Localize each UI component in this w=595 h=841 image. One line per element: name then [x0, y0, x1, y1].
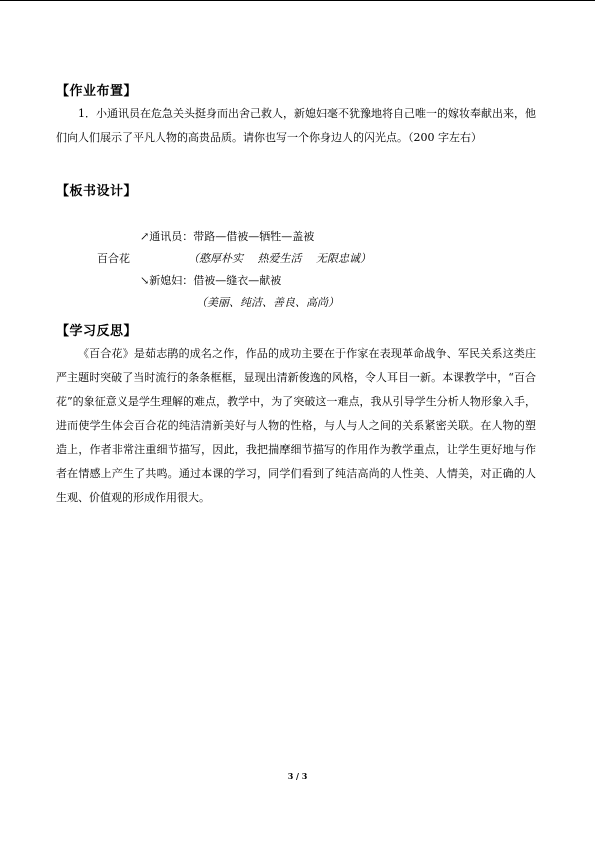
- reflection-heading: 【学习反思】: [56, 324, 138, 339]
- page-top-rule: [0, 0, 595, 1]
- board-line-messenger: ↗通讯员：带路—借被—牺牲—盖被: [140, 230, 315, 243]
- homework-text: 1．小通讯员在危急关头挺身而出舍己救人，新媳妇毫不犹豫地将自己唯一的嫁妆奉献出来，他们向人们展示了平凡人物的高贵品质。请你也写一个你身边人的闪光点。（200 字左右）: [56, 107, 536, 144]
- reflection-text: 《百合花》是茹志鹃的成名之作，作品的成功主要在于作家在表现革命战争、军民关系这类庄严主题时突破了当时流行的条条框框，显现出清新俊逸的风格，令人耳目一新。本课教学中，“百合花”的象征意义是学生理解的难点，教学中，为了突破这一难点，我从引导学生分析人物形象入手，进而使学生体会百合花的纯洁清新美好与人物的性格，与人与人之间的关系紧密关联。在人物的塑造上，作者非常注重细节描写，因此，我把揣摩细节描写的作用作为教学重点，让学生更好地与作者在情感上产生了共鸣。通过本课的学习，同学们看到了纯洁高尚的人性美、人情美，对正确的人生观、价值观的形成作用很大。: [56, 347, 536, 504]
- board-line-bride: ↘新媳妇：借被—缝衣—献被: [140, 274, 282, 287]
- board-heading: 【板书设计】: [56, 184, 138, 199]
- page-number: 3 / 3: [287, 771, 308, 781]
- board-messenger-traits: （憨厚朴实 热爱生活 无限忠诚）: [188, 252, 371, 265]
- board-bride-traits: （美丽、纯洁、善良、高尚）: [196, 296, 339, 309]
- homework-heading: 【作业布置】: [56, 84, 138, 99]
- board-center-title: 百合花: [97, 252, 130, 265]
